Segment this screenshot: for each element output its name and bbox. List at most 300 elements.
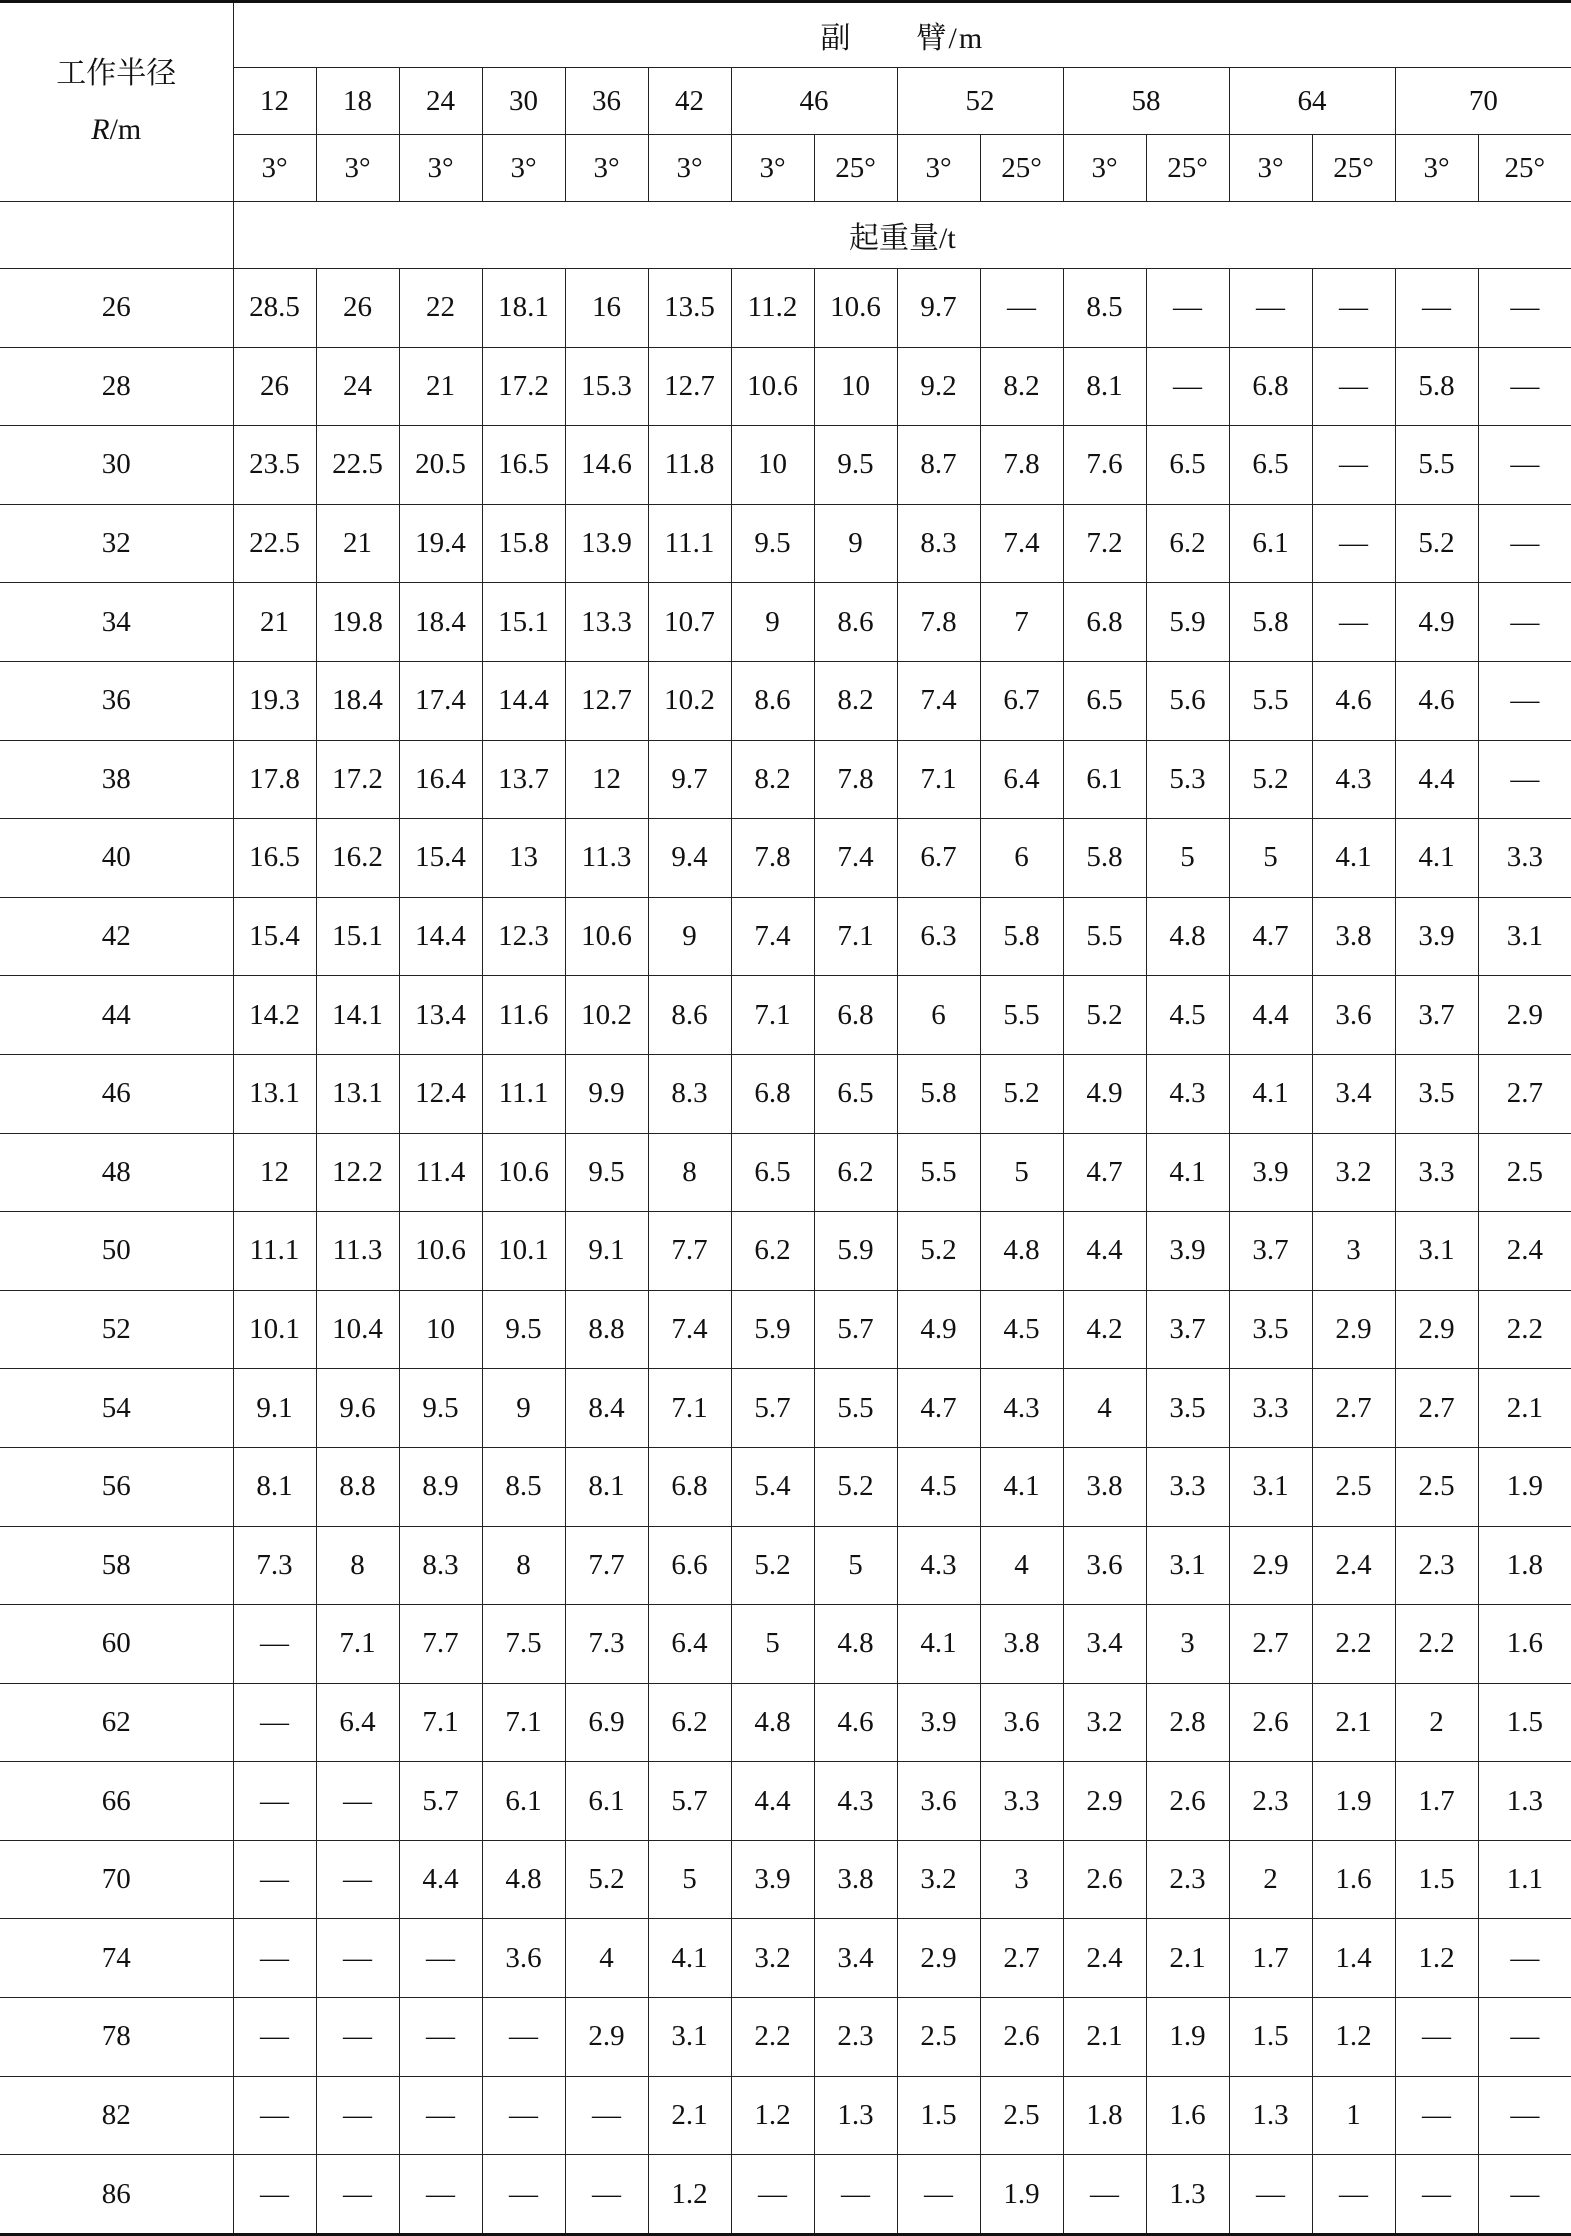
capacity-cell: 17.8	[233, 740, 316, 819]
radius-cell: 30	[0, 426, 233, 505]
jib-angle-header: 3°	[1063, 135, 1146, 202]
capacity-cell: 7.1	[316, 1605, 399, 1684]
capacity-cell: 2.1	[1063, 1998, 1146, 2077]
capacity-cell: 10.6	[482, 1133, 565, 1212]
header-row-capacity-title	[0, 202, 1571, 269]
radius-label-line1: 工作半径	[56, 57, 177, 90]
radius-cell: 58	[0, 1526, 233, 1605]
capacity-cell: 5.2	[565, 1840, 648, 1919]
radius-cell: 62	[0, 1683, 233, 1762]
table-row	[0, 1369, 1571, 1448]
capacity-cell: 18.1	[482, 269, 565, 348]
radius-cell: 86	[0, 2155, 233, 2235]
capacity-cell: 4.4	[1395, 740, 1478, 819]
capacity-cell: —	[316, 1998, 399, 2077]
capacity-cell: 5.5	[1229, 661, 1312, 740]
radius-cell: 78	[0, 1998, 233, 2077]
capacity-cell: 1.9	[1146, 1998, 1229, 2077]
capacity-cell: 5.5	[897, 1133, 980, 1212]
capacity-cell: 3.9	[731, 1840, 814, 1919]
capacity-cell: 3.9	[1395, 897, 1478, 976]
capacity-cell: 8.6	[648, 976, 731, 1055]
table-row	[0, 1212, 1571, 1291]
table-row	[0, 504, 1571, 583]
capacity-cell: 6	[980, 819, 1063, 898]
capacity-cell: 1.5	[1229, 1998, 1312, 2077]
capacity-cell: 1.8	[1478, 1526, 1571, 1605]
capacity-cell: —	[399, 1998, 482, 2077]
capacity-cell: 1.5	[1395, 1840, 1478, 1919]
capacity-cell: 8	[316, 1526, 399, 1605]
capacity-cell: 19.3	[233, 661, 316, 740]
capacity-cell: 2.5	[1395, 1447, 1478, 1526]
capacity-cell: 4.1	[897, 1605, 980, 1684]
table-row	[0, 1998, 1571, 2077]
radius-cell: 70	[0, 1840, 233, 1919]
capacity-cell: 1.6	[1478, 1605, 1571, 1684]
table-row	[0, 1054, 1571, 1133]
capacity-cell: 10.6	[399, 1212, 482, 1291]
capacity-cell: 7.1	[482, 1683, 565, 1762]
capacity-cell: —	[1063, 2155, 1146, 2235]
radius-label	[0, 46, 233, 158]
radius-cell: 32	[0, 504, 233, 583]
capacity-cell: 7.3	[233, 1526, 316, 1605]
capacity-cell: 1.2	[731, 2076, 814, 2155]
capacity-cell: 6.3	[897, 897, 980, 976]
capacity-cell: 4.8	[814, 1605, 897, 1684]
capacity-cell: 3.7	[1395, 976, 1478, 1055]
capacity-cell: 6.7	[897, 819, 980, 898]
capacity-cell: 15.1	[316, 897, 399, 976]
capacity-cell: 3	[980, 1840, 1063, 1919]
table-row	[0, 976, 1571, 1055]
capacity-cell: 7.1	[897, 740, 980, 819]
capacity-cell: 4.6	[814, 1683, 897, 1762]
capacity-cell: 10	[399, 1290, 482, 1369]
capacity-cell: —	[233, 2076, 316, 2155]
radius-cell: 60	[0, 1605, 233, 1684]
capacity-cell: 16.5	[482, 426, 565, 505]
capacity-cell: 9.5	[814, 426, 897, 505]
capacity-cell: 6.2	[814, 1133, 897, 1212]
capacity-cell: 10	[814, 347, 897, 426]
capacity-cell: 10.1	[233, 1290, 316, 1369]
capacity-cell: 15.4	[233, 897, 316, 976]
capacity-cell: 4.1	[980, 1447, 1063, 1526]
capacity-cell: 8.6	[814, 583, 897, 662]
capacity-cell: 6.4	[316, 1683, 399, 1762]
capacity-cell: 14.1	[316, 976, 399, 1055]
capacity-cell: 4.4	[399, 1840, 482, 1919]
capacity-cell: 7.7	[399, 1605, 482, 1684]
capacity-cell: 3.9	[897, 1683, 980, 1762]
capacity-cell: 16	[565, 269, 648, 348]
capacity-cell: 4.8	[980, 1212, 1063, 1291]
capacity-cell: 4.3	[980, 1369, 1063, 1448]
capacity-cell: 11.3	[565, 819, 648, 898]
capacity-cell: 4.6	[1312, 661, 1395, 740]
jib-angle-header: 3°	[399, 135, 482, 202]
capacity-cell: 2.7	[1395, 1369, 1478, 1448]
capacity-cell: —	[565, 2155, 648, 2235]
capacity-cell: —	[316, 1919, 399, 1998]
capacity-cell: 9.9	[565, 1054, 648, 1133]
table-row	[0, 740, 1571, 819]
capacity-cell: 5.7	[399, 1762, 482, 1841]
capacity-cell: 8.8	[565, 1290, 648, 1369]
capacity-cell: 2.3	[814, 1998, 897, 2077]
capacity-cell: 2	[1395, 1683, 1478, 1762]
capacity-cell: 5.4	[731, 1447, 814, 1526]
capacity-cell: 4.8	[482, 1840, 565, 1919]
capacity-cell: 1.7	[1229, 1919, 1312, 1998]
jib-length-header: 58	[1063, 68, 1229, 135]
radius-label-unit: /m	[109, 113, 142, 146]
capacity-cell: 2.6	[1063, 1840, 1146, 1919]
table-row	[0, 1919, 1571, 1998]
capacity-cell: 3.5	[1395, 1054, 1478, 1133]
radius-header-spacer	[0, 202, 233, 269]
jib-angle-header: 25°	[814, 135, 897, 202]
capacity-cell: 10.1	[482, 1212, 565, 1291]
jib-angle-header: 3°	[482, 135, 565, 202]
capacity-cell: —	[1146, 347, 1229, 426]
capacity-cell: 1.7	[1395, 1762, 1478, 1841]
capacity-cell: 26	[316, 269, 399, 348]
table-row	[0, 661, 1571, 740]
capacity-cell: 3.6	[980, 1683, 1063, 1762]
capacity-cell: 5.8	[980, 897, 1063, 976]
capacity-cell: 8.2	[814, 661, 897, 740]
table-row	[0, 819, 1571, 898]
capacity-cell: 8.5	[1063, 269, 1146, 348]
capacity-cell: 4.6	[1395, 661, 1478, 740]
capacity-cell: 11.1	[648, 504, 731, 583]
jib-angle-header: 3°	[233, 135, 316, 202]
capacity-cell: 3.1	[1229, 1447, 1312, 1526]
capacity-cell: 1.2	[648, 2155, 731, 2235]
capacity-cell: 9.5	[482, 1290, 565, 1369]
capacity-cell: 15.1	[482, 583, 565, 662]
jib-length-header: 12	[233, 68, 316, 135]
capacity-cell: 1.9	[980, 2155, 1063, 2235]
radius-cell: 52	[0, 1290, 233, 1369]
capacity-cell: 20.5	[399, 426, 482, 505]
capacity-cell: 1.2	[1395, 1919, 1478, 1998]
capacity-cell: 3.1	[1395, 1212, 1478, 1291]
capacity-cell: 7.5	[482, 1605, 565, 1684]
capacity-cell: 8.3	[648, 1054, 731, 1133]
capacity-cell: 3.8	[1063, 1447, 1146, 1526]
capacity-cell: 6.8	[1229, 347, 1312, 426]
capacity-cell: 6	[897, 976, 980, 1055]
capacity-cell: 5.9	[731, 1290, 814, 1369]
jib-angle-header: 25°	[1312, 135, 1395, 202]
capacity-cell: 11.4	[399, 1133, 482, 1212]
capacity-cell: —	[482, 1998, 565, 2077]
capacity-cell: 5.8	[1395, 347, 1478, 426]
capacity-cell: 4.3	[1146, 1054, 1229, 1133]
capacity-cell: 2.2	[731, 1998, 814, 2077]
radius-cell: 36	[0, 661, 233, 740]
capacity-cell: 5	[1229, 819, 1312, 898]
capacity-cell: 2.2	[1395, 1605, 1478, 1684]
capacity-cell: 26	[233, 347, 316, 426]
capacity-cell: 6.6	[648, 1526, 731, 1605]
capacity-cell: 6.5	[814, 1054, 897, 1133]
capacity-cell: 10.2	[565, 976, 648, 1055]
capacity-cell: 6.8	[648, 1447, 731, 1526]
capacity-cell: —	[233, 2155, 316, 2235]
capacity-cell: 2.2	[1312, 1605, 1395, 1684]
capacity-cell: 6.5	[1063, 661, 1146, 740]
jib-length-header: 46	[731, 68, 897, 135]
header-row-jib-lengths	[0, 68, 1571, 135]
capacity-cell: 6.1	[565, 1762, 648, 1841]
capacity-cell: 5.3	[1146, 740, 1229, 819]
capacity-cell: 4.1	[1312, 819, 1395, 898]
capacity-cell: 3	[1146, 1605, 1229, 1684]
capacity-cell: 3.3	[1478, 819, 1571, 898]
capacity-cell: —	[316, 1762, 399, 1841]
capacity-cell: 9.5	[731, 504, 814, 583]
jib-angle-header: 25°	[980, 135, 1063, 202]
capacity-cell: 16.4	[399, 740, 482, 819]
capacity-cell: 7.7	[565, 1526, 648, 1605]
capacity-cell: 1.1	[1478, 1840, 1571, 1919]
capacity-cell: 4.9	[1395, 583, 1478, 662]
capacity-cell: 5.5	[814, 1369, 897, 1448]
capacity-cell: —	[897, 2155, 980, 2235]
capacity-cell: 8.7	[897, 426, 980, 505]
capacity-cell: 8.6	[731, 661, 814, 740]
table-row	[0, 1133, 1571, 1212]
capacity-cell: 9.1	[565, 1212, 648, 1291]
capacity-cell: 2.9	[1478, 976, 1571, 1055]
capacity-cell: 7.8	[980, 426, 1063, 505]
capacity-cell: 2.9	[1312, 1290, 1395, 1369]
table-row	[0, 1762, 1571, 1841]
capacity-cell: 14.4	[399, 897, 482, 976]
capacity-cell: 6.5	[1146, 426, 1229, 505]
capacity-cell: 3.9	[1229, 1133, 1312, 1212]
capacity-cell: 3.6	[1063, 1526, 1146, 1605]
table-row	[0, 1447, 1571, 1526]
capacity-cell: 14.4	[482, 661, 565, 740]
table-row	[0, 269, 1571, 348]
capacity-cell: 5	[731, 1605, 814, 1684]
capacity-cell: 4	[980, 1526, 1063, 1605]
capacity-cell: 17.2	[316, 740, 399, 819]
capacity-cell: 11.3	[316, 1212, 399, 1291]
capacity-cell: 8.5	[482, 1447, 565, 1526]
jib-length-group-title: 副 臂/m	[233, 2, 1571, 68]
capacity-cell: 1.4	[1312, 1919, 1395, 1998]
capacity-cell: 12.4	[399, 1054, 482, 1133]
capacity-cell: 2.6	[1229, 1683, 1312, 1762]
capacity-cell: 3.1	[648, 1998, 731, 2077]
capacity-cell: 8.4	[565, 1369, 648, 1448]
jib-length-header: 24	[399, 68, 482, 135]
capacity-cell: 2.5	[1312, 1447, 1395, 1526]
capacity-cell: —	[233, 1605, 316, 1684]
jib-length-header: 70	[1395, 68, 1571, 135]
capacity-cell: 4	[565, 1919, 648, 1998]
capacity-cell: 5.8	[1229, 583, 1312, 662]
capacity-cell: 15.8	[482, 504, 565, 583]
capacity-cell: 6.5	[1229, 426, 1312, 505]
capacity-cell: 6.2	[648, 1683, 731, 1762]
capacity-cell: 1.5	[1478, 1683, 1571, 1762]
capacity-cell: 6.1	[1229, 504, 1312, 583]
capacity-cell: 2.9	[565, 1998, 648, 2077]
capacity-cell: 1.3	[1478, 1762, 1571, 1841]
capacity-cell: —	[814, 2155, 897, 2235]
capacity-cell: 16.5	[233, 819, 316, 898]
capacity-cell: —	[1478, 2155, 1571, 2235]
capacity-cell: 9.1	[233, 1369, 316, 1448]
capacity-cell: 3.6	[897, 1762, 980, 1841]
capacity-cell: 13.1	[233, 1054, 316, 1133]
capacity-cell: 9.4	[648, 819, 731, 898]
capacity-cell: 2.1	[648, 2076, 731, 2155]
capacity-cell: 5.2	[731, 1526, 814, 1605]
capacity-cell: —	[233, 1762, 316, 1841]
capacity-cell: 3.3	[1395, 1133, 1478, 1212]
capacity-cell: 3.9	[1146, 1212, 1229, 1291]
radius-cell: 48	[0, 1133, 233, 1212]
capacity-cell: —	[316, 1840, 399, 1919]
capacity-cell: —	[399, 2076, 482, 2155]
capacity-cell: 9.5	[399, 1369, 482, 1448]
capacity-cell: 1.9	[1478, 1447, 1571, 1526]
table-body	[0, 269, 1571, 2235]
capacity-cell: 2.5	[980, 2076, 1063, 2155]
capacity-cell: 2.9	[1395, 1290, 1478, 1369]
capacity-cell: —	[1395, 1998, 1478, 2077]
table-row	[0, 1683, 1571, 1762]
jib-length-header: 18	[316, 68, 399, 135]
table-row	[0, 426, 1571, 505]
capacity-cell: 4.5	[980, 1290, 1063, 1369]
radius-label-var: R	[91, 113, 110, 146]
capacity-cell: —	[1395, 269, 1478, 348]
capacity-cell: —	[1312, 347, 1395, 426]
capacity-cell: 6.5	[731, 1133, 814, 1212]
capacity-cell: 1.9	[1312, 1762, 1395, 1841]
capacity-cell: —	[1478, 504, 1571, 583]
capacity-cell: 6.8	[1063, 583, 1146, 662]
capacity-cell: 22.5	[316, 426, 399, 505]
capacity-cell: 10.6	[565, 897, 648, 976]
capacity-cell: 3.5	[1229, 1290, 1312, 1369]
capacity-cell: 8.2	[731, 740, 814, 819]
jib-length-header: 52	[897, 68, 1063, 135]
capacity-cell: 4.4	[1063, 1212, 1146, 1291]
jib-length-header: 36	[565, 68, 648, 135]
capacity-cell: 8.9	[399, 1447, 482, 1526]
capacity-cell: 6.4	[648, 1605, 731, 1684]
capacity-cell: 4.9	[1063, 1054, 1146, 1133]
radius-cell: 46	[0, 1054, 233, 1133]
capacity-cell: 4.1	[1229, 1054, 1312, 1133]
jib-angle-header: 3°	[897, 135, 980, 202]
capacity-cell: 9.2	[897, 347, 980, 426]
capacity-cell: 8.8	[316, 1447, 399, 1526]
radius-cell: 40	[0, 819, 233, 898]
capacity-cell: 5.6	[1146, 661, 1229, 740]
capacity-cell: 7.1	[648, 1369, 731, 1448]
jib-length-header: 64	[1229, 68, 1395, 135]
capacity-cell: 4.1	[1146, 1133, 1229, 1212]
radius-header-cell	[0, 2, 233, 202]
jib-length-header: 30	[482, 68, 565, 135]
table-row	[0, 897, 1571, 976]
capacity-cell: 3.3	[1146, 1447, 1229, 1526]
capacity-cell: 4.4	[731, 1762, 814, 1841]
capacity-cell: 2.7	[1312, 1369, 1395, 1448]
capacity-cell: 8.1	[1063, 347, 1146, 426]
capacity-cell: —	[980, 269, 1063, 348]
jib-angle-header: 25°	[1478, 135, 1571, 202]
capacity-cell: 5.8	[897, 1054, 980, 1133]
capacity-cell: 24	[316, 347, 399, 426]
capacity-cell: —	[1478, 347, 1571, 426]
radius-cell: 74	[0, 1919, 233, 1998]
capacity-cell: 9	[648, 897, 731, 976]
capacity-cell: 1.3	[1229, 2076, 1312, 2155]
capacity-cell: 1.3	[1146, 2155, 1229, 2235]
capacity-cell: 4.3	[814, 1762, 897, 1841]
capacity-cell: 3.6	[482, 1919, 565, 1998]
capacity-cell: 9.6	[316, 1369, 399, 1448]
radius-cell: 82	[0, 2076, 233, 2155]
capacity-cell: 6.8	[814, 976, 897, 1055]
capacity-cell: 21	[233, 583, 316, 662]
capacity-cell: —	[482, 2155, 565, 2235]
capacity-cell: 2.9	[897, 1919, 980, 1998]
capacity-cell: 12.7	[565, 661, 648, 740]
capacity-cell: 2.9	[1229, 1526, 1312, 1605]
capacity-cell: 9.5	[565, 1133, 648, 1212]
capacity-cell: 6.1	[482, 1762, 565, 1841]
capacity-cell: 2.9	[1063, 1762, 1146, 1841]
capacity-cell: 12	[233, 1133, 316, 1212]
capacity-cell: 8.1	[233, 1447, 316, 1526]
capacity-cell: 5.7	[814, 1290, 897, 1369]
capacity-cell: 13	[482, 819, 565, 898]
capacity-cell: 11.8	[648, 426, 731, 505]
capacity-cell: 7.6	[1063, 426, 1146, 505]
capacity-cell: 3.8	[980, 1605, 1063, 1684]
capacity-cell: 3.8	[814, 1840, 897, 1919]
capacity-cell: 13.7	[482, 740, 565, 819]
capacity-cell: 11.6	[482, 976, 565, 1055]
capacity-cell: —	[316, 2076, 399, 2155]
capacity-cell: 15.3	[565, 347, 648, 426]
capacity-cell: 5.9	[814, 1212, 897, 1291]
capacity-cell: 5.5	[1063, 897, 1146, 976]
capacity-cell: —	[1478, 661, 1571, 740]
capacity-cell: 2.5	[897, 1998, 980, 2077]
capacity-cell: —	[399, 2155, 482, 2235]
table-row	[0, 1840, 1571, 1919]
capacity-cell: 3.2	[897, 1840, 980, 1919]
capacity-cell: 11.1	[233, 1212, 316, 1291]
capacity-cell: 13.1	[316, 1054, 399, 1133]
capacity-cell: 7.7	[648, 1212, 731, 1291]
